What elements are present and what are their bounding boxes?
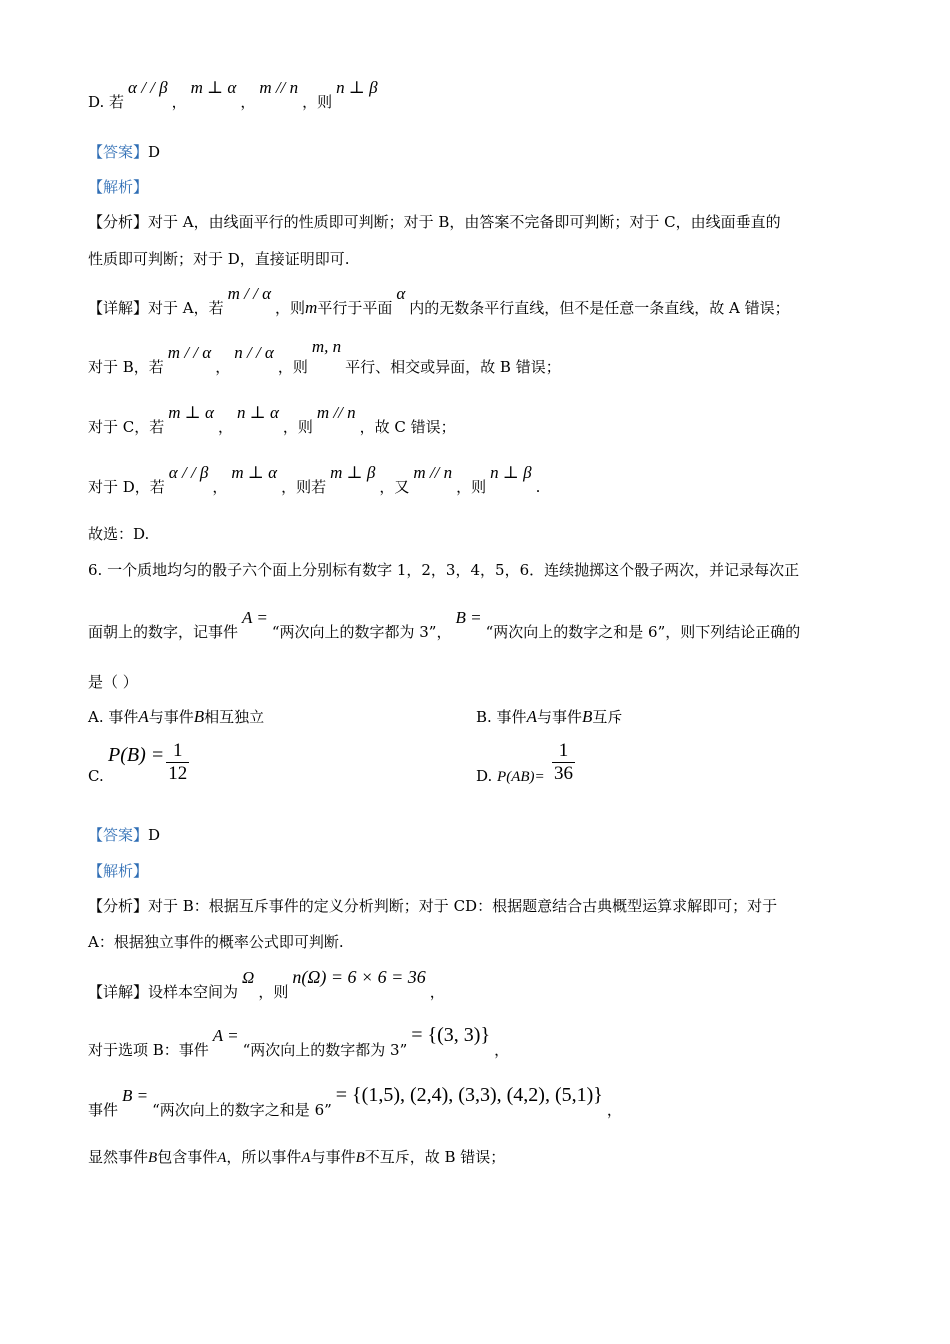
- math-var: B: [148, 1150, 158, 1166]
- paragraph-text: 对于 B：根据互斥事件的定义分析判断；对于 CD：根据题意结合古典概型运算求解即可；对于: [148, 897, 778, 915]
- text: 与事件: [536, 708, 582, 726]
- answer-value: D: [148, 826, 161, 844]
- text: 对于 C，若: [88, 418, 165, 436]
- q6-stem-line-2: [88, 608, 890, 642]
- math-condition: m ⊥ β: [330, 463, 376, 482]
- math-set: = {(3, 3)}: [411, 1024, 491, 1046]
- option-label: D. 若: [88, 93, 125, 111]
- q5-option-d: [88, 78, 890, 112]
- text: ，则: [302, 93, 333, 111]
- paragraph-text: A：根据独立事件的概率公式即可判断.: [88, 933, 344, 951]
- answer-tag: 【答案】: [88, 143, 149, 161]
- math-condition: n ⊥ α: [236, 403, 279, 422]
- fraction-denominator: 12: [168, 763, 188, 784]
- math-var: B =: [122, 1086, 149, 1105]
- text: 包含事件: [157, 1148, 218, 1166]
- math-condition: m // n: [259, 78, 299, 97]
- option-label: C.: [88, 767, 104, 785]
- q6-option-d: [476, 766, 545, 787]
- question-text: 面朝上的数字，记事件: [88, 623, 239, 641]
- question-text: 6. 一个质地均匀的骰子六个面上分别标有数字 1，2，3，4，5，6．连续抛掷这个骰子两次，并记录每次正: [88, 561, 800, 579]
- math-var: A: [526, 707, 537, 726]
- math-var: Ω: [242, 968, 255, 987]
- text: ，: [494, 1041, 510, 1059]
- math-condition: α / / β: [168, 463, 209, 482]
- paragraph-text: 故选：D.: [88, 525, 150, 543]
- text: B. 事件: [476, 708, 527, 726]
- q6-detail-3: [88, 1084, 890, 1120]
- text: 平行、相交或异面，故 B 错误；: [345, 358, 561, 376]
- q6-analysis-heading: [88, 861, 890, 881]
- text: 设样本空间为: [148, 983, 239, 1001]
- math-var: m: [305, 298, 318, 317]
- fenxi-tag: 【分析】: [88, 213, 149, 231]
- fraction-numerator: 1: [173, 740, 183, 761]
- math-var: A =: [242, 608, 268, 627]
- q6-stem-line-1: [88, 560, 890, 580]
- answer-value: D: [148, 143, 161, 161]
- math-expr: n(Ω) = 6 × 6 = 36: [292, 967, 426, 987]
- text: ，则: [277, 358, 308, 376]
- text: ，则: [275, 299, 306, 317]
- math-set: = {(1,5), (2,4), (3,3), (4,2), (5,1)}: [335, 1084, 603, 1106]
- math-var: B: [581, 707, 593, 726]
- math-condition: n ⊥ β: [336, 78, 378, 97]
- fraction-denominator: 36: [554, 763, 573, 784]
- text: .: [535, 478, 541, 496]
- math-condition: n ⊥ β: [490, 463, 532, 482]
- question-text: 是（ ）: [88, 673, 138, 691]
- math-condition: m ⊥ α: [231, 463, 278, 482]
- math-condition: m // n: [316, 403, 356, 422]
- text: 对于选项 B：事件: [88, 1041, 209, 1059]
- q6-option-b: [476, 707, 622, 727]
- q6-fenxi-line-2: [88, 932, 890, 952]
- text: 对于 A，若: [148, 299, 224, 317]
- q5-detail-d: [88, 463, 890, 497]
- math-var: A: [301, 1150, 311, 1166]
- q5-detail-a: [88, 284, 890, 318]
- math-condition: m / / α: [167, 343, 212, 362]
- math-var: B =: [455, 608, 482, 627]
- text: 不互斥，故 B 错误；: [364, 1148, 506, 1166]
- fraction: [552, 740, 575, 785]
- paragraph-text: 对于 A，由线面平行的性质即可判断；对于 B，由答案不完备即可判断；对于 C，由线面垂直的: [148, 213, 781, 231]
- text: 对于 B，若: [88, 358, 164, 376]
- text: 与事件: [148, 708, 194, 726]
- text: ，: [215, 358, 231, 376]
- fenxi-tag: 【分析】: [88, 897, 149, 915]
- q5-analysis-heading: [88, 177, 890, 197]
- xiangjie-tag: 【详解】: [88, 983, 149, 1001]
- analysis-tag: 【解析】: [88, 862, 149, 880]
- math-condition: α / / β: [128, 78, 168, 97]
- question-text: “两次向上的数字都为 3”，: [271, 623, 452, 641]
- answer-tag: 【答案】: [88, 826, 149, 844]
- xiangjie-tag: 【详解】: [88, 299, 149, 317]
- q6-fenxi-line-1: [88, 896, 890, 916]
- math-var: B: [355, 1150, 365, 1166]
- math-var: A: [138, 707, 149, 726]
- text: 互斥: [592, 708, 623, 726]
- text: 平行于平面: [317, 299, 393, 317]
- text: ，所以事件: [226, 1148, 302, 1166]
- analysis-tag: 【解析】: [88, 178, 149, 196]
- q5-choose: [88, 524, 890, 544]
- text: ，故 C 错误；: [359, 418, 456, 436]
- math-condition: n / / α: [234, 343, 274, 362]
- paragraph-text: 性质即可判断；对于 D，直接证明即可.: [88, 250, 350, 268]
- text: “两次向上的数字都为 3”: [242, 1041, 408, 1059]
- math-var: A: [217, 1150, 227, 1166]
- q5-answer: [88, 142, 890, 162]
- q5-detail-b: [88, 337, 890, 377]
- text: ，则: [282, 418, 313, 436]
- fraction-numerator: 1: [558, 740, 569, 761]
- math-var: B: [193, 707, 205, 726]
- text: 与事件: [310, 1148, 356, 1166]
- q6-stem-line-3: [88, 672, 890, 692]
- text: ，则若: [281, 478, 327, 496]
- math-condition: m // n: [413, 463, 453, 482]
- text: ，: [212, 478, 228, 496]
- q6-options-ab: [88, 707, 890, 727]
- math-var: α: [396, 284, 406, 303]
- text: ，: [217, 418, 233, 436]
- text: ，: [240, 93, 256, 111]
- text: ，则: [456, 478, 487, 496]
- q6-detail-2: [88, 1024, 890, 1060]
- q5-fenxi-line-2: [88, 249, 890, 269]
- text: A. 事件: [88, 708, 139, 726]
- text: 显然事件: [88, 1148, 149, 1166]
- text: 相互独立: [204, 708, 265, 726]
- q6-option-c-formula: [108, 740, 191, 785]
- q5-detail-c: [88, 403, 890, 437]
- text: ，: [429, 983, 445, 1001]
- q6-detail-4: [88, 1147, 890, 1168]
- text: 事件: [88, 1101, 119, 1119]
- math-var: A =: [212, 1026, 239, 1045]
- q6-detail-1: [88, 967, 890, 1002]
- text: ，: [606, 1101, 622, 1119]
- text: ，则: [258, 983, 289, 1001]
- text: “两次向上的数字之和是 6”: [152, 1101, 332, 1119]
- q6-option-a: [88, 708, 264, 726]
- text: 对于 D，若: [88, 478, 165, 496]
- math-condition: m / / α: [227, 284, 272, 303]
- text: ，: [171, 93, 187, 111]
- fraction: [166, 740, 189, 785]
- math-condition: m ⊥ α: [168, 403, 214, 422]
- math-condition: m, n: [311, 337, 342, 356]
- q6-answer: [88, 825, 890, 845]
- math-expr: P(B) =: [108, 743, 165, 766]
- math-condition: m ⊥ α: [190, 78, 237, 97]
- question-text: “两次向上的数字之和是 6”，则下列结论正确的: [485, 623, 801, 641]
- math-expr: P(AB)=: [497, 769, 545, 785]
- text: ，又: [379, 478, 410, 496]
- q5-fenxi-line-1: [88, 212, 890, 232]
- q6-options-cd: [88, 740, 890, 790]
- text: 内的无数条平行直线，但不是任意一条直线，故 A 错误；: [409, 299, 790, 317]
- option-label: D.: [476, 767, 493, 785]
